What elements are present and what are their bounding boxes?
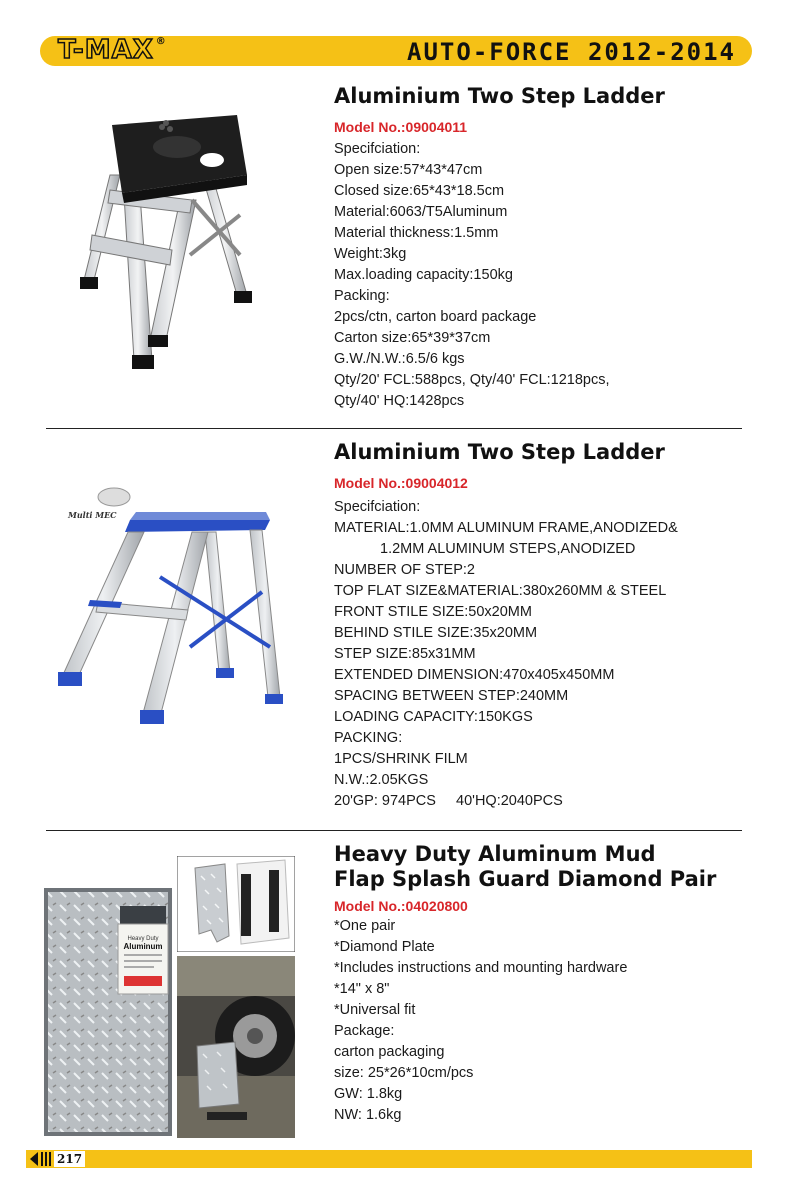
spec-line: Material:6063/T5Aluminum	[334, 204, 508, 220]
spec-line: Open size:57*43*47cm	[334, 162, 483, 178]
spec-line: N.W.:2.05KGS	[334, 772, 429, 788]
spec-line: GW: 1.8kg	[334, 1086, 403, 1102]
section-divider	[46, 830, 742, 831]
spec-line: Specifciation:	[334, 499, 421, 515]
spec-line: LOADING CAPACITY:150KGS	[334, 709, 533, 725]
spec-line: Specifciation:	[334, 141, 421, 157]
product-3-title-line2: Flap Splash Guard Diamond Pair	[334, 867, 717, 891]
mud-flap-package-image	[44, 888, 172, 1136]
footer-bar	[26, 1150, 752, 1168]
logo-registered-mark: ®	[155, 36, 167, 47]
spec-line: 20'GP: 974PCS 40'HQ:2040PCS	[334, 793, 563, 809]
spec-line: 2pcs/ctn, carton board package	[334, 309, 537, 325]
product-1-title: Aluminium Two Step Ladder	[334, 84, 665, 108]
mud-flap-product-image	[177, 856, 295, 952]
section-divider	[46, 428, 742, 429]
catalog-series-title: AUTO-FORCE 2012-2014	[407, 38, 736, 66]
logo-text: T-MAX	[58, 35, 154, 65]
spec-line: Carton size:65*39*37cm	[334, 330, 491, 346]
ladder-blue-top-image	[40, 482, 300, 742]
spec-line: NW: 1.6kg	[334, 1107, 402, 1123]
product-3-title-line1: Heavy Duty Aluminum Mud	[334, 842, 656, 866]
product-1-model-number: Model No.:09004011	[334, 119, 468, 135]
spec-line: *One pair	[334, 918, 396, 934]
ladder-black-top-image	[62, 105, 272, 375]
product-2-specs	[334, 497, 678, 812]
product-3-specs	[334, 916, 627, 1126]
package-label-line2: Aluminum	[123, 942, 163, 951]
spec-line: Packing:	[334, 288, 390, 304]
spec-line: G.W./N.W.:6.5/6 kgs	[334, 351, 465, 367]
brand-logo	[58, 28, 167, 72]
spec-line: NUMBER OF STEP:2	[334, 562, 475, 578]
spec-line: Qty/20' FCL:588pcs, Qty/40' FCL:1218pcs,	[334, 372, 610, 388]
spec-line: Material thickness:1.5mm	[334, 225, 499, 241]
spec-line: 1.2MM ALUMINUM STEPS,ANODIZED	[380, 541, 636, 557]
spec-line: *Universal fit	[334, 1002, 416, 1018]
spec-line: Max.loading capacity:150kg	[334, 267, 513, 283]
product-1-specs	[334, 139, 610, 412]
spec-line: 1PCS/SHRINK FILM	[334, 751, 468, 767]
spec-line: *14" x 8"	[334, 981, 390, 997]
spec-line: FRONT STILE SIZE:50x20MM	[334, 604, 532, 620]
spec-line: Weight:3kg	[334, 246, 407, 262]
previous-page-arrow-icon	[30, 1152, 38, 1166]
page-bars-icon	[41, 1152, 51, 1166]
spec-line: STEP SIZE:85x31MM	[334, 646, 476, 662]
spec-line: size: 25*26*10cm/pcs	[334, 1065, 474, 1081]
spec-line: PACKING:	[334, 730, 403, 746]
product-2-model-number: Model No.:09004012	[334, 475, 468, 491]
spec-line: Closed size:65*43*18.5cm	[334, 183, 505, 199]
spec-line: TOP FLAT SIZE&MATERIAL:380x260MM & STEEL	[334, 583, 667, 599]
spec-line: *Diamond Plate	[334, 939, 435, 955]
multimec-badge: Multi MEC	[68, 510, 117, 520]
product-3-model-number: Model No.:04020800	[334, 898, 468, 914]
spec-line: SPACING BETWEEN STEP:240MM	[334, 688, 569, 704]
page-number-block	[26, 1150, 85, 1168]
page-number: 217	[54, 1151, 85, 1167]
spec-line: Package:	[334, 1023, 395, 1039]
spec-line: EXTENDED DIMENSION:470x405x450MM	[334, 667, 615, 683]
package-label-line1: Heavy Duty	[127, 936, 159, 942]
spec-line: MATERIAL:1.0MM ALUMINUM FRAME,ANODIZED&	[334, 520, 678, 536]
spec-line: *Includes instructions and mounting hardware	[334, 960, 628, 976]
mud-flap-installed-photo	[177, 956, 295, 1138]
spec-line: Qty/40' HQ:1428pcs	[334, 393, 465, 409]
spec-line: BEHIND STILE SIZE:35x20MM	[334, 625, 538, 641]
spec-line: carton packaging	[334, 1044, 445, 1060]
product-2-title: Aluminium Two Step Ladder	[334, 440, 665, 464]
